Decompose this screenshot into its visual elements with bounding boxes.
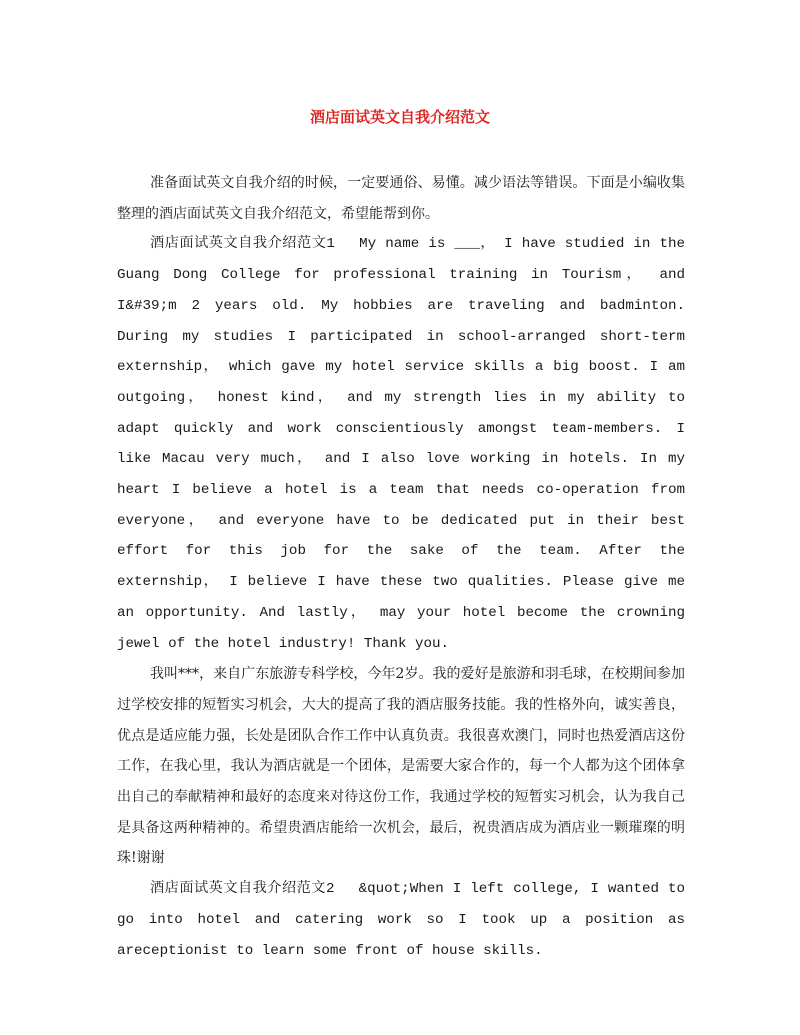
- sample-1-chinese-paragraph: 我叫***，来自广东旅游专科学校，今年2岁。我的爱好是旅游和羽毛球，在校期间参加过学校安排的短暂实习机会，大大的提高了我的酒店服务技能。我的性格外向，诚实善良，优点是适应能力强，长处是团队合作工作中认真负责。我很喜欢澳门，同时也热爱酒店这份工作，在我心里，我认为酒店就是一个团体，是需要大家合作的，每一个人都为这个团体拿出自己的奉献精神和最好的态度来对待这份工作，我通过学校的短暂实习机会，认为我自己是具备这两种精神的。希望贵酒店能给一次机会，最后，祝贵酒店成为酒店业一颗璀璨的明珠!谢谢: [117, 666, 685, 867]
- document-title: 酒店面试英文自我介绍范文: [309, 108, 490, 126]
- intro-paragraph: 准备面试英文自我介绍的时候，一定要通俗、易懂。减少语法等错误。下面是小编收集整理的酒店面试英文自我介绍范文，希望能帮到你。: [117, 175, 685, 222]
- document-body: [117, 168, 685, 966]
- sample-2-english-paragraph: 酒店面试英文自我介绍范文2 &quot;When I left college, I wanted to go into hotel and catering work so I took up a position as areceptionist to learn some front of house skills.: [117, 881, 685, 959]
- sample-1-english-paragraph: 酒店面试英文自我介绍范文1 My name is ___， I have studied in the Guang Dong College for professional training in Tourism， and I&#39;m 2 years old. My hobbies are traveling and badminton. During my studies I participated in school-arranged short-term externship， which gave my hotel service skills a big boost. I am outgoing， honest kind， and my strength lies in my ability to adapt quickly and work conscientiously amongst team-members. I like Macau very much， and I also love working in hotels. In my heart I believe a hotel is a team that needs co-operation from everyone， and everyone have to be dedicated put in their best effort for this job for the sake of the team. After the externship， I believe I have these two qualities. Please give me an opportunity. And lastly， may your hotel become the crowning jewel of the hotel industry! Thank you.: [117, 236, 685, 652]
